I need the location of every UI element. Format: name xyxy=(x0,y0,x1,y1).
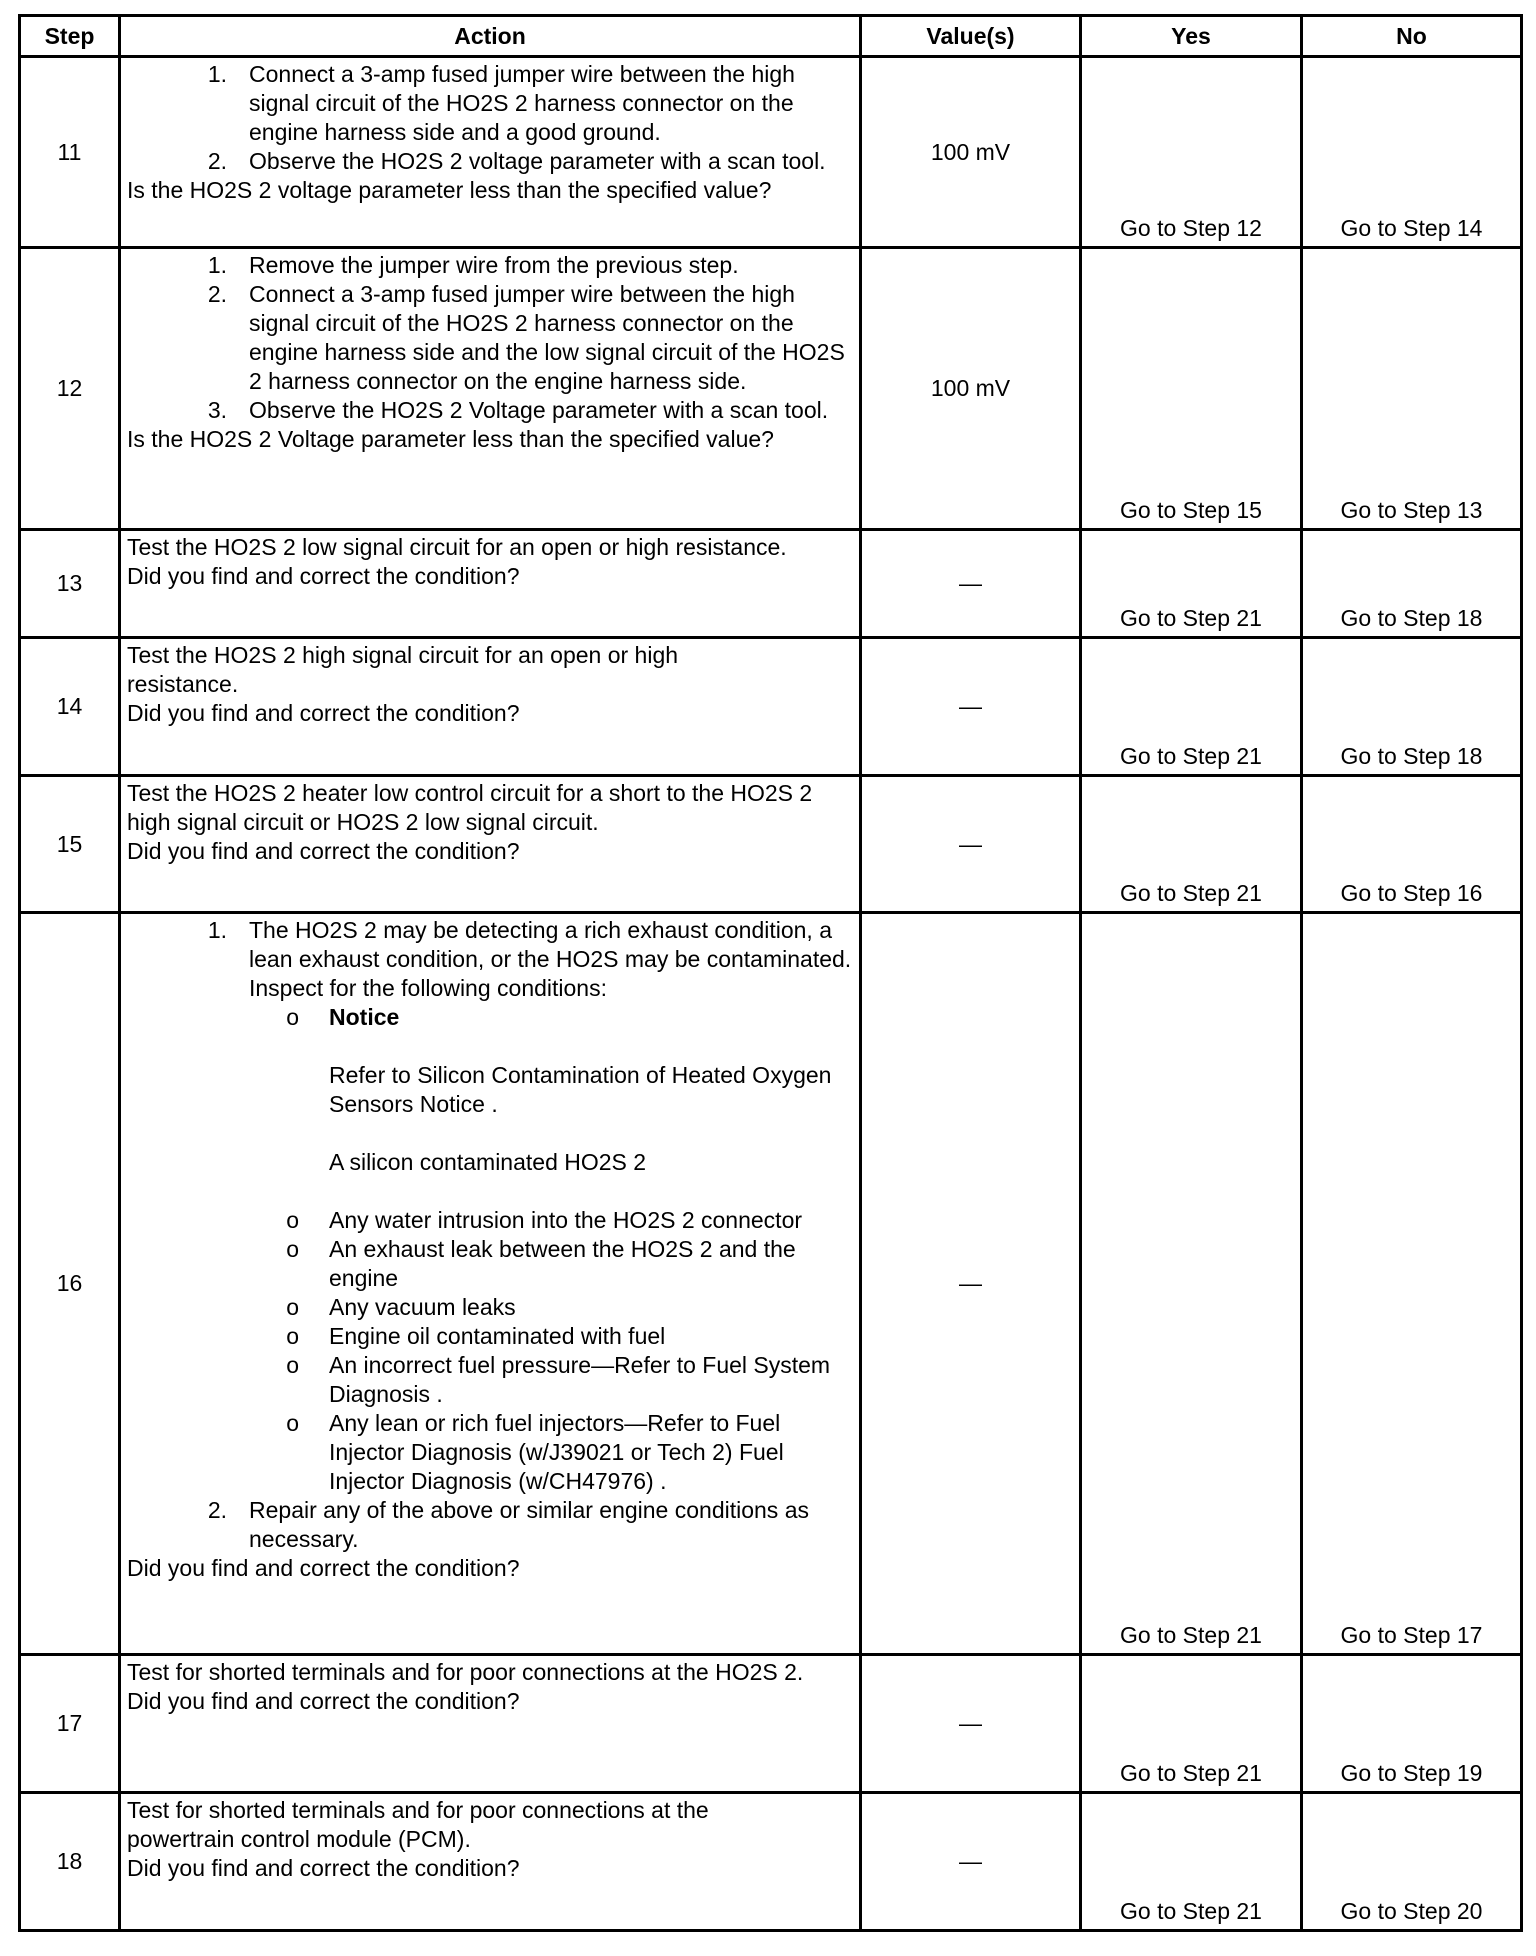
header-no: No xyxy=(1302,16,1522,57)
action-cell xyxy=(120,530,861,638)
bullet-item xyxy=(127,1409,855,1496)
notice-title: Notice xyxy=(329,1004,400,1030)
step-row-13 xyxy=(20,530,1522,638)
yes-cell: Go to Step 21 xyxy=(1081,638,1302,776)
item-number: 3. xyxy=(207,397,227,423)
numbered-item xyxy=(127,147,855,176)
step-number: 16 xyxy=(20,913,120,1655)
item-number: 1. xyxy=(207,61,227,87)
value-cell: — xyxy=(861,530,1081,638)
action-cell xyxy=(120,1655,861,1793)
step-number: 12 xyxy=(20,248,120,530)
step-instruction: Test the HO2S 2 high signal circuit for an open or high resistance. xyxy=(127,642,679,697)
item-number: 1. xyxy=(207,917,227,943)
notice-reference: Refer to Silicon Contamination of Heated Oxygen Sensors Notice . xyxy=(329,1062,832,1117)
action-cell xyxy=(120,913,861,1655)
yes-cell: Go to Step 21 xyxy=(1081,1655,1302,1793)
value-cell: — xyxy=(861,1655,1081,1793)
bullet-text: An incorrect fuel pressure—Refer to Fuel System Diagnosis . xyxy=(329,1352,831,1407)
no-cell: Go to Step 19 xyxy=(1302,1655,1522,1793)
step-instruction: Test the HO2S 2 low signal circuit for an open or high resistance. xyxy=(127,534,787,560)
bullet-marker: o xyxy=(286,1352,299,1378)
action-cell xyxy=(120,57,861,248)
step-row-18 xyxy=(20,1793,1522,1931)
step-number: 17 xyxy=(20,1655,120,1793)
numbered-item xyxy=(127,396,855,425)
diagnostic-table-container xyxy=(18,14,1520,1932)
value-cell: — xyxy=(861,1793,1081,1931)
action-cell xyxy=(120,638,861,776)
bullet-text: An exhaust leak between the HO2S 2 and the engine xyxy=(329,1236,796,1291)
step-instruction: Test for shorted terminals and for poor connections at the HO2S 2. xyxy=(127,1659,804,1685)
no-cell: Go to Step 13 xyxy=(1302,248,1522,530)
action-cell xyxy=(120,248,861,530)
no-cell: Go to Step 14 xyxy=(1302,57,1522,248)
yes-cell: Go to Step 21 xyxy=(1081,776,1302,913)
no-cell: Go to Step 17 xyxy=(1302,913,1522,1655)
step-row-11 xyxy=(20,57,1522,248)
step-instruction: Test the HO2S 2 heater low control circuit for a short to the HO2S 2 high signal circuit or HO2S 2 low signal circuit. xyxy=(127,780,813,835)
step-question: Did you find and correct the condition? xyxy=(127,563,520,589)
value-cell: — xyxy=(861,776,1081,913)
header-step: Step xyxy=(20,16,120,57)
item-text: Remove the jumper wire from the previous step. xyxy=(249,252,739,278)
bullet-text: Any vacuum leaks xyxy=(329,1294,516,1320)
no-cell: Go to Step 20 xyxy=(1302,1793,1522,1931)
item-text: Connect a 3-amp fused jumper wire between the high signal circuit of the HO2S 2 harness connector on the engine harness side and a good ground. xyxy=(249,61,795,145)
step-question: Is the HO2S 2 Voltage parameter less than the specified value? xyxy=(127,426,774,452)
step-question: Did you find and correct the condition? xyxy=(127,700,520,726)
no-cell: Go to Step 18 xyxy=(1302,638,1522,776)
bullet-text: Any water intrusion into the HO2S 2 connector xyxy=(329,1207,803,1233)
item-text: Observe the HO2S 2 voltage parameter with a scan tool. xyxy=(249,148,826,174)
step-number: 13 xyxy=(20,530,120,638)
step-question: Is the HO2S 2 voltage parameter less than the specified value? xyxy=(127,177,772,203)
step-row-15 xyxy=(20,776,1522,913)
item-number: 2. xyxy=(207,281,227,307)
bullet-item xyxy=(127,1351,855,1409)
notice-text: A silicon contaminated HO2S 2 xyxy=(329,1149,647,1175)
step-number: 14 xyxy=(20,638,120,776)
step-number: 11 xyxy=(20,57,120,248)
step-instruction: Test for shorted terminals and for poor connections at the powertrain control module (PCM). xyxy=(127,1797,709,1852)
yes-cell: Go to Step 15 xyxy=(1081,248,1302,530)
step-number: 15 xyxy=(20,776,120,913)
step-question: Did you find and correct the condition? xyxy=(127,1855,520,1881)
bullet-marker: o xyxy=(286,1236,299,1262)
yes-cell: Go to Step 21 xyxy=(1081,1793,1302,1931)
step-question: Did you find and correct the condition? xyxy=(127,838,520,864)
item-text: The HO2S 2 may be detecting a rich exhaust condition, a lean exhaust condition, or the HO2S may be contaminated. Inspect for the following conditions: xyxy=(249,917,852,1001)
numbered-item xyxy=(127,251,855,280)
bullet-item xyxy=(127,1322,855,1351)
bullet-text: Engine oil contaminated with fuel xyxy=(329,1323,666,1349)
no-cell: Go to Step 18 xyxy=(1302,530,1522,638)
bullet-marker: o xyxy=(286,1207,299,1233)
numbered-item xyxy=(127,60,855,147)
bullet-item xyxy=(127,1293,855,1322)
item-text: Connect a 3-amp fused jumper wire between the high signal circuit of the HO2S 2 harness connector on the engine harness side and the low signal circuit of the HO2S 2 harness connector on the engine harness side. xyxy=(249,281,845,394)
numbered-item xyxy=(127,916,855,1003)
item-number: 2. xyxy=(207,1497,227,1523)
step-row-16 xyxy=(20,913,1522,1655)
header-row xyxy=(20,16,1522,57)
item-number: 2. xyxy=(207,148,227,174)
item-text: Repair any of the above or similar engine conditions as necessary. xyxy=(249,1497,809,1552)
yes-cell: Go to Step 12 xyxy=(1081,57,1302,248)
bullet-marker: o xyxy=(286,1004,299,1030)
action-cell xyxy=(120,776,861,913)
bullet-item xyxy=(127,1206,855,1235)
step-question: Did you find and correct the condition? xyxy=(127,1688,520,1714)
value-cell: — xyxy=(861,638,1081,776)
value-cell: 100 mV xyxy=(861,57,1081,248)
numbered-item xyxy=(127,1496,855,1554)
bullet-text: Any lean or rich fuel injectors—Refer to Fuel Injector Diagnosis (w/J39021 or Tech 2) Fuel Injector Diagnosis (w/CH47976) . xyxy=(329,1410,784,1494)
item-text: Observe the HO2S 2 Voltage parameter with a scan tool. xyxy=(249,397,829,423)
bullet-marker: o xyxy=(286,1323,299,1349)
step-number: 18 xyxy=(20,1793,120,1931)
step-row-17 xyxy=(20,1655,1522,1793)
value-cell: — xyxy=(861,913,1081,1655)
action-cell xyxy=(120,1793,861,1931)
no-cell: Go to Step 16 xyxy=(1302,776,1522,913)
header-action: Action xyxy=(120,16,861,57)
header-values: Value(s) xyxy=(861,16,1081,57)
bullet-marker: o xyxy=(286,1410,299,1436)
step-question: Did you find and correct the condition? xyxy=(127,1555,520,1581)
bullet-item xyxy=(127,1235,855,1293)
bullet-marker: o xyxy=(286,1294,299,1320)
step-row-12 xyxy=(20,248,1522,530)
item-number: 1. xyxy=(207,252,227,278)
yes-cell: Go to Step 21 xyxy=(1081,913,1302,1655)
value-cell: 100 mV xyxy=(861,248,1081,530)
step-row-14 xyxy=(20,638,1522,776)
notice-item xyxy=(127,1003,855,1177)
numbered-item xyxy=(127,280,855,396)
diagnostic-table xyxy=(18,14,1523,1932)
yes-cell: Go to Step 21 xyxy=(1081,530,1302,638)
header-yes: Yes xyxy=(1081,16,1302,57)
